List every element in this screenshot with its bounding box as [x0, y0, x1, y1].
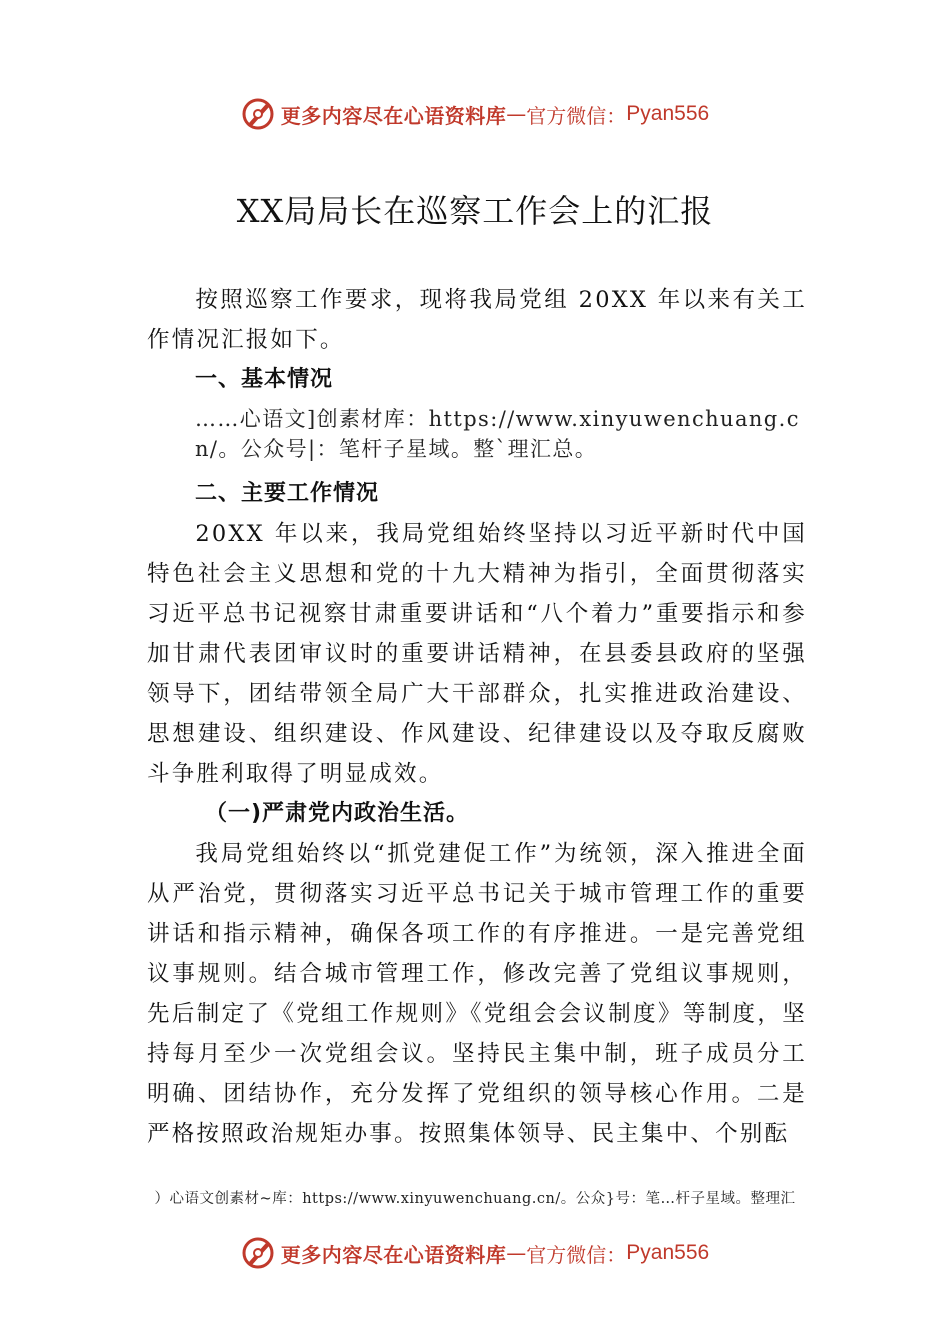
banner-main-text: 更多内容尽在心语资料库	[280, 1242, 507, 1267]
banner-dash: —	[506, 1241, 527, 1265]
bottom-banner	[0, 1233, 950, 1273]
banner-wechat-label: 官方微信：	[526, 1242, 627, 1267]
banner-wechat-id: Pyan556	[626, 1241, 710, 1264]
intro-paragraph: 按照巡察工作要求，现将我局党组 20XX 年以来有关工作情况汇报如下。	[147, 287, 807, 353]
banner-wechat-label: 官方微信：	[526, 103, 627, 128]
section-heading-basic: 一、基本情况	[195, 367, 334, 392]
document-body	[147, 280, 807, 1154]
top-banner	[0, 94, 950, 134]
main-work-paragraph: 20XX 年以来，我局党组始终坚持以习近平新时代中国特色社会主义思想和党的十九大精神为指引，全面贯彻落实习近平总书记视察甘肃重要讲话和“八个着力”重要指示和参加甘肃代表团审议时的重要讲话精神，在县委县政府的坚强领导下，团结带领全局广大干部群众，扎实推进政治建设、思想建设、组织建设、作风建设、纪律建设以及夺取反腐败斗争胜利取得了明显成效。	[147, 521, 807, 787]
pen-in-circle-logo-icon	[241, 97, 275, 131]
footer-watermark-text: ）心语文创素材~库：https://www.xinyuwenchuang.cn/。公众}号：笔…杆子星域。整理汇	[154, 1191, 796, 1207]
banner-dash: —	[506, 102, 527, 126]
political-life-paragraph: 我局党组始终以“抓党建促工作”为统领，深入推进全面从严治党，贯彻落实习近平总书记关于城市管理工作的重要讲话和指示精神，确保各项工作的有序推进。一是完善党组议事规则。结合城市管理工作，修改完善了党组议事规则，先后制定了《党组工作规则》《党组会会议制度》等制度，坚持每月至少一次党组会议。坚持民主集中制，班子成员分工明确、团结协作，充分发挥了党组织的领导核心作用。二是严格按照政治规矩办事。按照集体领导、民主集中、个别酝	[147, 841, 807, 1147]
watermark-text: ……心语文]创素材库：https://www.xinyuwenchuang.cn/。公众号|：笔杆子星域。整`理汇总。	[195, 407, 800, 461]
subsection-heading-political-life: （一)严肃党内政治生活。	[205, 801, 470, 826]
banner-main-text: 更多内容尽在心语资料库	[280, 103, 507, 128]
section-heading-main-work: 二、主要工作情况	[195, 481, 380, 506]
pen-in-circle-logo-icon	[241, 1236, 275, 1270]
banner-wechat-id: Pyan556	[626, 102, 710, 125]
document-title: XX局局长在巡察工作会上的汇报	[236, 192, 714, 230]
